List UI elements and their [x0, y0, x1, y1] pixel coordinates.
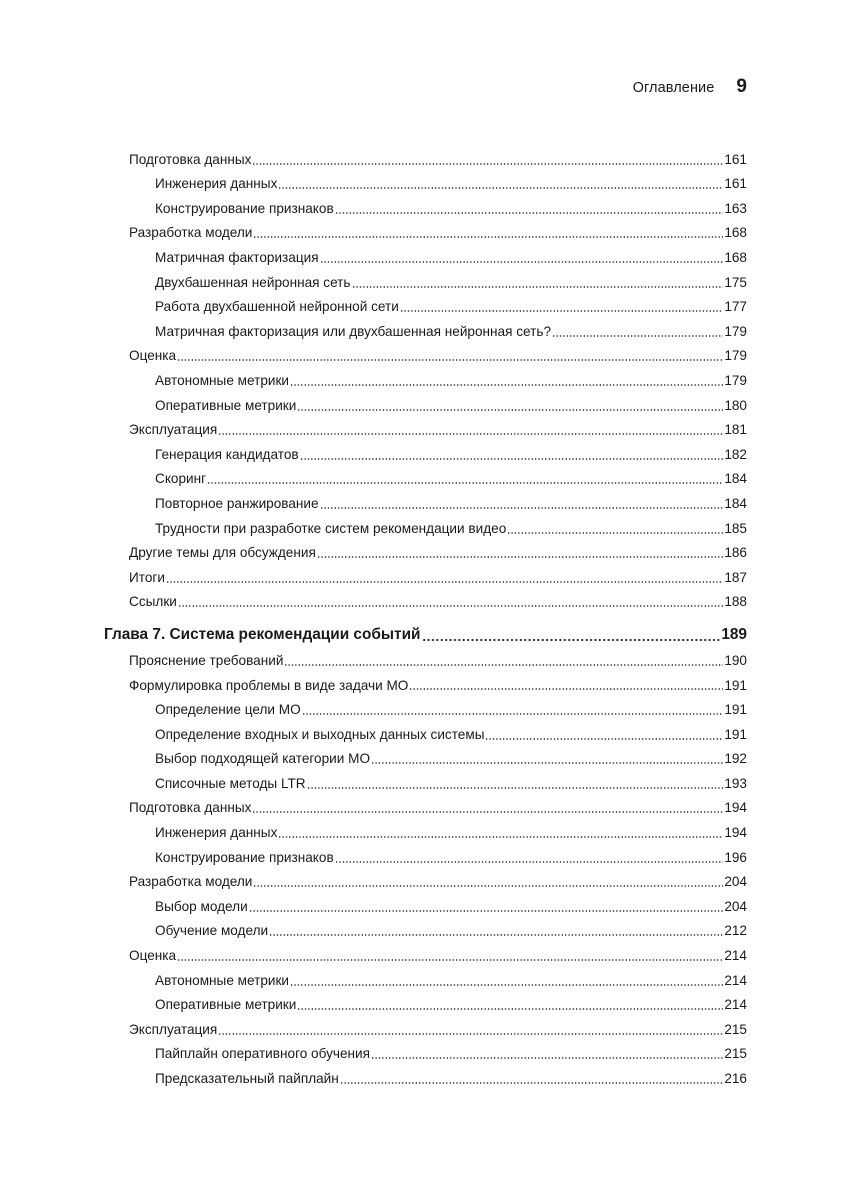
toc-entry-page: 212 [724, 923, 747, 939]
toc-entry-title: Оценка [129, 348, 177, 364]
table-of-contents [104, 143, 747, 1087]
toc-entry-title: Определение входных и выходных данных системы [155, 726, 485, 742]
toc-entry-page: 216 [724, 1071, 747, 1087]
dot-leader [400, 310, 723, 312]
toc-entry-page: 214 [724, 997, 747, 1013]
dot-leader [290, 984, 723, 986]
dot-leader [335, 861, 724, 863]
toc-entry-title: Инженерия данных [155, 176, 278, 192]
toc-entry-page: 168 [724, 225, 747, 241]
dot-leader [317, 556, 723, 558]
toc-entry-page: 204 [724, 898, 747, 914]
dot-leader [290, 384, 723, 386]
dot-leader [253, 236, 723, 238]
dot-leader [320, 261, 724, 263]
toc-entry-title: Конструирование признаков [155, 200, 334, 216]
toc-entry-title: Работа двухбашенной нейронной сети [155, 299, 399, 315]
dot-leader [218, 433, 723, 435]
toc-entry [104, 537, 747, 562]
dot-leader [422, 639, 721, 641]
toc-entry-title: Оперативные метрики [155, 997, 297, 1013]
toc-entry-page: 191 [724, 726, 747, 742]
dot-leader [278, 187, 723, 189]
toc-entry-title: Предсказательный пайплайн [155, 1071, 339, 1087]
toc-entry-page: 179 [724, 323, 747, 339]
toc-entry-title: Подготовка данных [129, 800, 252, 816]
dot-leader [207, 482, 723, 484]
toc-entry [104, 217, 747, 242]
toc-entry [104, 939, 747, 964]
toc-entry [104, 841, 747, 866]
toc-entry [104, 438, 747, 463]
toc-entry-title: Пайплайн оперативного обучения [155, 1046, 371, 1062]
toc-entry [104, 414, 747, 439]
toc-entry-title: Инженерия данных [155, 825, 278, 841]
toc-entry-title: Двухбашенная нейронная сеть [155, 274, 351, 290]
toc-entry-page: 180 [724, 397, 747, 413]
toc-entry-page: 179 [724, 348, 747, 364]
toc-entry [104, 669, 747, 694]
toc-entry [104, 644, 747, 669]
toc-entry-page: 184 [724, 471, 747, 487]
toc-entry-title: Генерация кандидатов [155, 446, 299, 462]
toc-entry-title: Скоринг [155, 471, 207, 487]
toc-entry [104, 792, 747, 817]
toc-entry-title: Повторное ранжирование [155, 495, 319, 511]
dot-leader [485, 738, 723, 740]
toc-entry-title: Формулировка проблемы в виде задачи МО [129, 677, 409, 693]
toc-entry-title: Обучение модели [155, 923, 269, 939]
dot-leader [252, 163, 723, 165]
toc-entry [104, 463, 747, 488]
toc-entry [104, 718, 747, 743]
toc-entry-title: Определение цели МО [155, 702, 301, 718]
toc-entry [104, 890, 747, 915]
toc-entry-page: 188 [724, 594, 747, 610]
toc-entry [104, 964, 747, 989]
toc-entry [104, 192, 747, 217]
toc-entry [104, 915, 747, 940]
dot-leader [297, 1008, 723, 1010]
toc-entry-title: Трудности при разработке систем рекомендации видео [155, 520, 507, 536]
toc-entry-page: 185 [724, 520, 747, 536]
toc-entry-title: Оперативные метрики [155, 397, 297, 413]
toc-entry-title: Разработка модели [129, 874, 253, 890]
toc-entry [104, 168, 747, 193]
dot-leader [340, 1082, 724, 1084]
toc-entry-title: Глава 7. Система рекомендации событий [104, 626, 421, 644]
toc-entry [104, 767, 747, 792]
toc-entry-title: Конструирование признаков [155, 849, 334, 865]
toc-entry-page: 204 [724, 874, 747, 890]
dot-leader [352, 286, 724, 288]
toc-entry [104, 586, 747, 611]
dot-leader [320, 507, 724, 509]
toc-entry-page: 194 [724, 825, 747, 841]
toc-entry-page: 214 [724, 972, 747, 988]
dot-leader [371, 1057, 723, 1059]
dot-leader [218, 1033, 723, 1035]
toc-entry [104, 364, 747, 389]
dot-leader [371, 762, 723, 764]
toc-entry [104, 1038, 747, 1063]
toc-entry [104, 561, 747, 586]
toc-entry-title: Выбор модели [155, 898, 248, 914]
toc-entry-title: Итоги [129, 569, 165, 585]
dot-leader [252, 811, 723, 813]
toc-entry-page: 186 [724, 545, 747, 561]
toc-entry [104, 512, 747, 537]
toc-entry [104, 315, 747, 340]
toc-entry-page: 214 [724, 948, 747, 964]
toc-entry-page: 182 [724, 446, 747, 462]
toc-entry-title: Эксплуатация [129, 422, 218, 438]
dot-leader [300, 458, 724, 460]
dot-leader [253, 885, 723, 887]
dot-leader [166, 581, 723, 583]
toc-entry-page: 161 [724, 151, 747, 167]
toc-entry-title: Списочные методы LTR [155, 775, 306, 791]
toc-entry-title: Автономные метрики [155, 972, 290, 988]
running-head [633, 76, 747, 98]
toc-entry-page: 181 [724, 422, 747, 438]
toc-entry-page: 215 [724, 1021, 747, 1037]
toc-entry-title: Матричная факторизация [155, 250, 319, 266]
toc-entry [104, 389, 747, 414]
toc-entry-page: 177 [724, 299, 747, 315]
toc-entry [104, 241, 747, 266]
toc-entry [104, 1013, 747, 1038]
toc-entry [104, 866, 747, 891]
toc-entry [104, 487, 747, 512]
toc-entry [104, 816, 747, 841]
toc-entry [104, 291, 747, 316]
dot-leader [177, 359, 723, 361]
toc-entry-page: 215 [724, 1046, 747, 1062]
toc-entry [104, 743, 747, 768]
toc-entry-page: 184 [724, 495, 747, 511]
toc-entry-page: 179 [724, 372, 747, 388]
toc-entry-page: 163 [724, 200, 747, 216]
toc-entry-page: 189 [721, 626, 747, 644]
toc-entry-page: 190 [724, 652, 747, 668]
dot-leader [297, 409, 723, 411]
dot-leader [302, 713, 724, 715]
toc-entry-title: Прояснение требований [129, 652, 284, 668]
page-number: 9 [736, 76, 747, 97]
toc-entry-title: Оценка [129, 948, 177, 964]
toc-entry-page: 161 [724, 176, 747, 192]
toc-entry [104, 989, 747, 1014]
toc-entry [104, 693, 747, 718]
toc-entry-page: 192 [724, 751, 747, 767]
toc-entry-page: 194 [724, 800, 747, 816]
toc-entry-page: 191 [724, 702, 747, 718]
toc-entry-page: 193 [724, 775, 747, 791]
running-title: Оглавление [632, 80, 715, 96]
toc-entry-page: 168 [724, 250, 747, 266]
dot-leader [178, 605, 723, 607]
toc-entry-page: 187 [724, 569, 747, 585]
dot-leader [307, 787, 724, 789]
dot-leader [284, 664, 723, 666]
dot-leader [335, 212, 724, 214]
dot-leader [552, 335, 723, 337]
toc-entry-title: Выбор подходящей категории МО [155, 751, 371, 767]
dot-leader [507, 532, 723, 534]
toc-entry [104, 143, 747, 168]
toc-entry [104, 266, 747, 291]
toc-entry-title: Автономные метрики [155, 372, 290, 388]
toc-entry-title: Подготовка данных [129, 151, 252, 167]
toc-entry-page: 191 [724, 677, 747, 693]
dot-leader [278, 836, 723, 838]
toc-entry-title: Эксплуатация [129, 1021, 218, 1037]
toc-entry-page: 196 [724, 849, 747, 865]
dot-leader [409, 688, 723, 690]
toc-entry-page: 175 [724, 274, 747, 290]
dot-leader [177, 959, 723, 961]
toc-entry [104, 340, 747, 365]
toc-entry [104, 1062, 747, 1087]
toc-entry-title: Разработка модели [129, 225, 253, 241]
dot-leader [269, 934, 723, 936]
toc-entry-title: Ссылки [129, 594, 177, 610]
toc-chapter-entry [104, 618, 747, 644]
toc-entry-title: Матричная факторизация или двухбашенная нейронная сеть? [155, 323, 552, 339]
dot-leader [249, 910, 724, 912]
toc-entry-title: Другие темы для обсуждения [129, 545, 316, 561]
